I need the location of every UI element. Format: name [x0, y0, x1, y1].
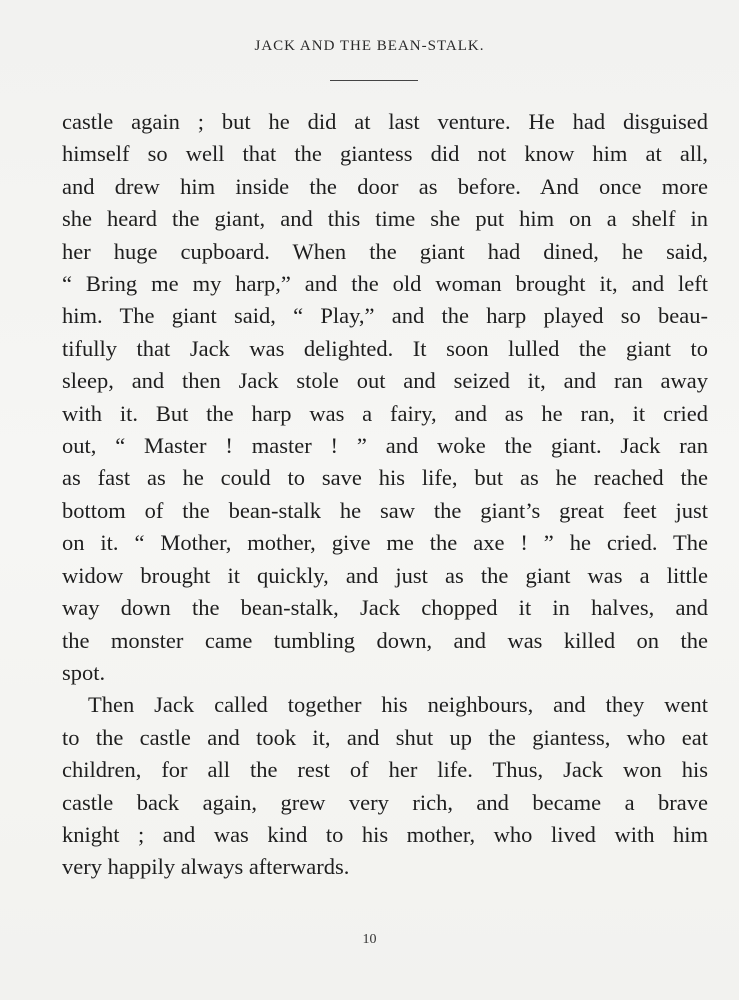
paragraph-2 [62, 689, 708, 883]
text-line: to the castle and took it, and shut up the giantess, who eat [62, 724, 708, 750]
body-text [62, 106, 708, 884]
text-line: as fast as he could to save his life, but as he reached the [62, 465, 708, 491]
text-line: knight ; and was kind to his mother, who lived with him [62, 821, 708, 847]
text-line: on it. “ Mother, mother, give me the axe ! ” he cried. The [62, 530, 708, 556]
text-line: “ Bring me my harp,” and the old woman brought it, and left [62, 271, 708, 297]
text-line: way down the bean-stalk, Jack chopped it in halves, and [62, 595, 708, 621]
text-line: she heard the giant, and this time she put him on a shelf in [62, 206, 708, 232]
text-line: spot. [62, 659, 106, 685]
text-line: castle back again, grew very rich, and became a brave [62, 789, 708, 815]
text-line: tifully that Jack was delighted. It soon lulled the giant to [62, 335, 708, 361]
page-number: 10 [362, 932, 377, 947]
text-line: and drew him inside the door as before. And once more [62, 173, 708, 199]
text-line: himself so well that the giantess did not know him at all, [62, 141, 708, 167]
text-line: very happily always afterwards. [62, 854, 350, 880]
text-line: Then Jack called together his neighbours, and they went [88, 692, 708, 718]
text-line: bottom of the bean-stalk he saw the giant’s great feet just [62, 497, 708, 523]
text-line: sleep, and then Jack stole out and seized it, and ran away [62, 368, 708, 394]
text-line: widow brought it quickly, and just as the giant was a little [62, 562, 708, 588]
title-rule [330, 80, 418, 81]
text-line: with it. But the harp was a fairy, and as he ran, it cried [62, 400, 708, 426]
text-line: him. The giant said, “ Play,” and the harp played so beau- [62, 303, 708, 329]
text-line: out, “ Master ! master ! ” and woke the giant. Jack ran [62, 433, 708, 459]
paragraph-1 [62, 106, 708, 689]
text-line: the monster came tumbling down, and was killed on the [62, 627, 708, 653]
running-title: JACK AND THE BEAN-STALK. [254, 38, 485, 54]
text-line: her huge cupboard. When the giant had dined, he said, [62, 238, 708, 264]
text-line: children, for all the rest of her life. Thus, Jack won his [62, 757, 708, 783]
text-line: castle again ; but he did at last venture. He had disguised [62, 109, 708, 134]
